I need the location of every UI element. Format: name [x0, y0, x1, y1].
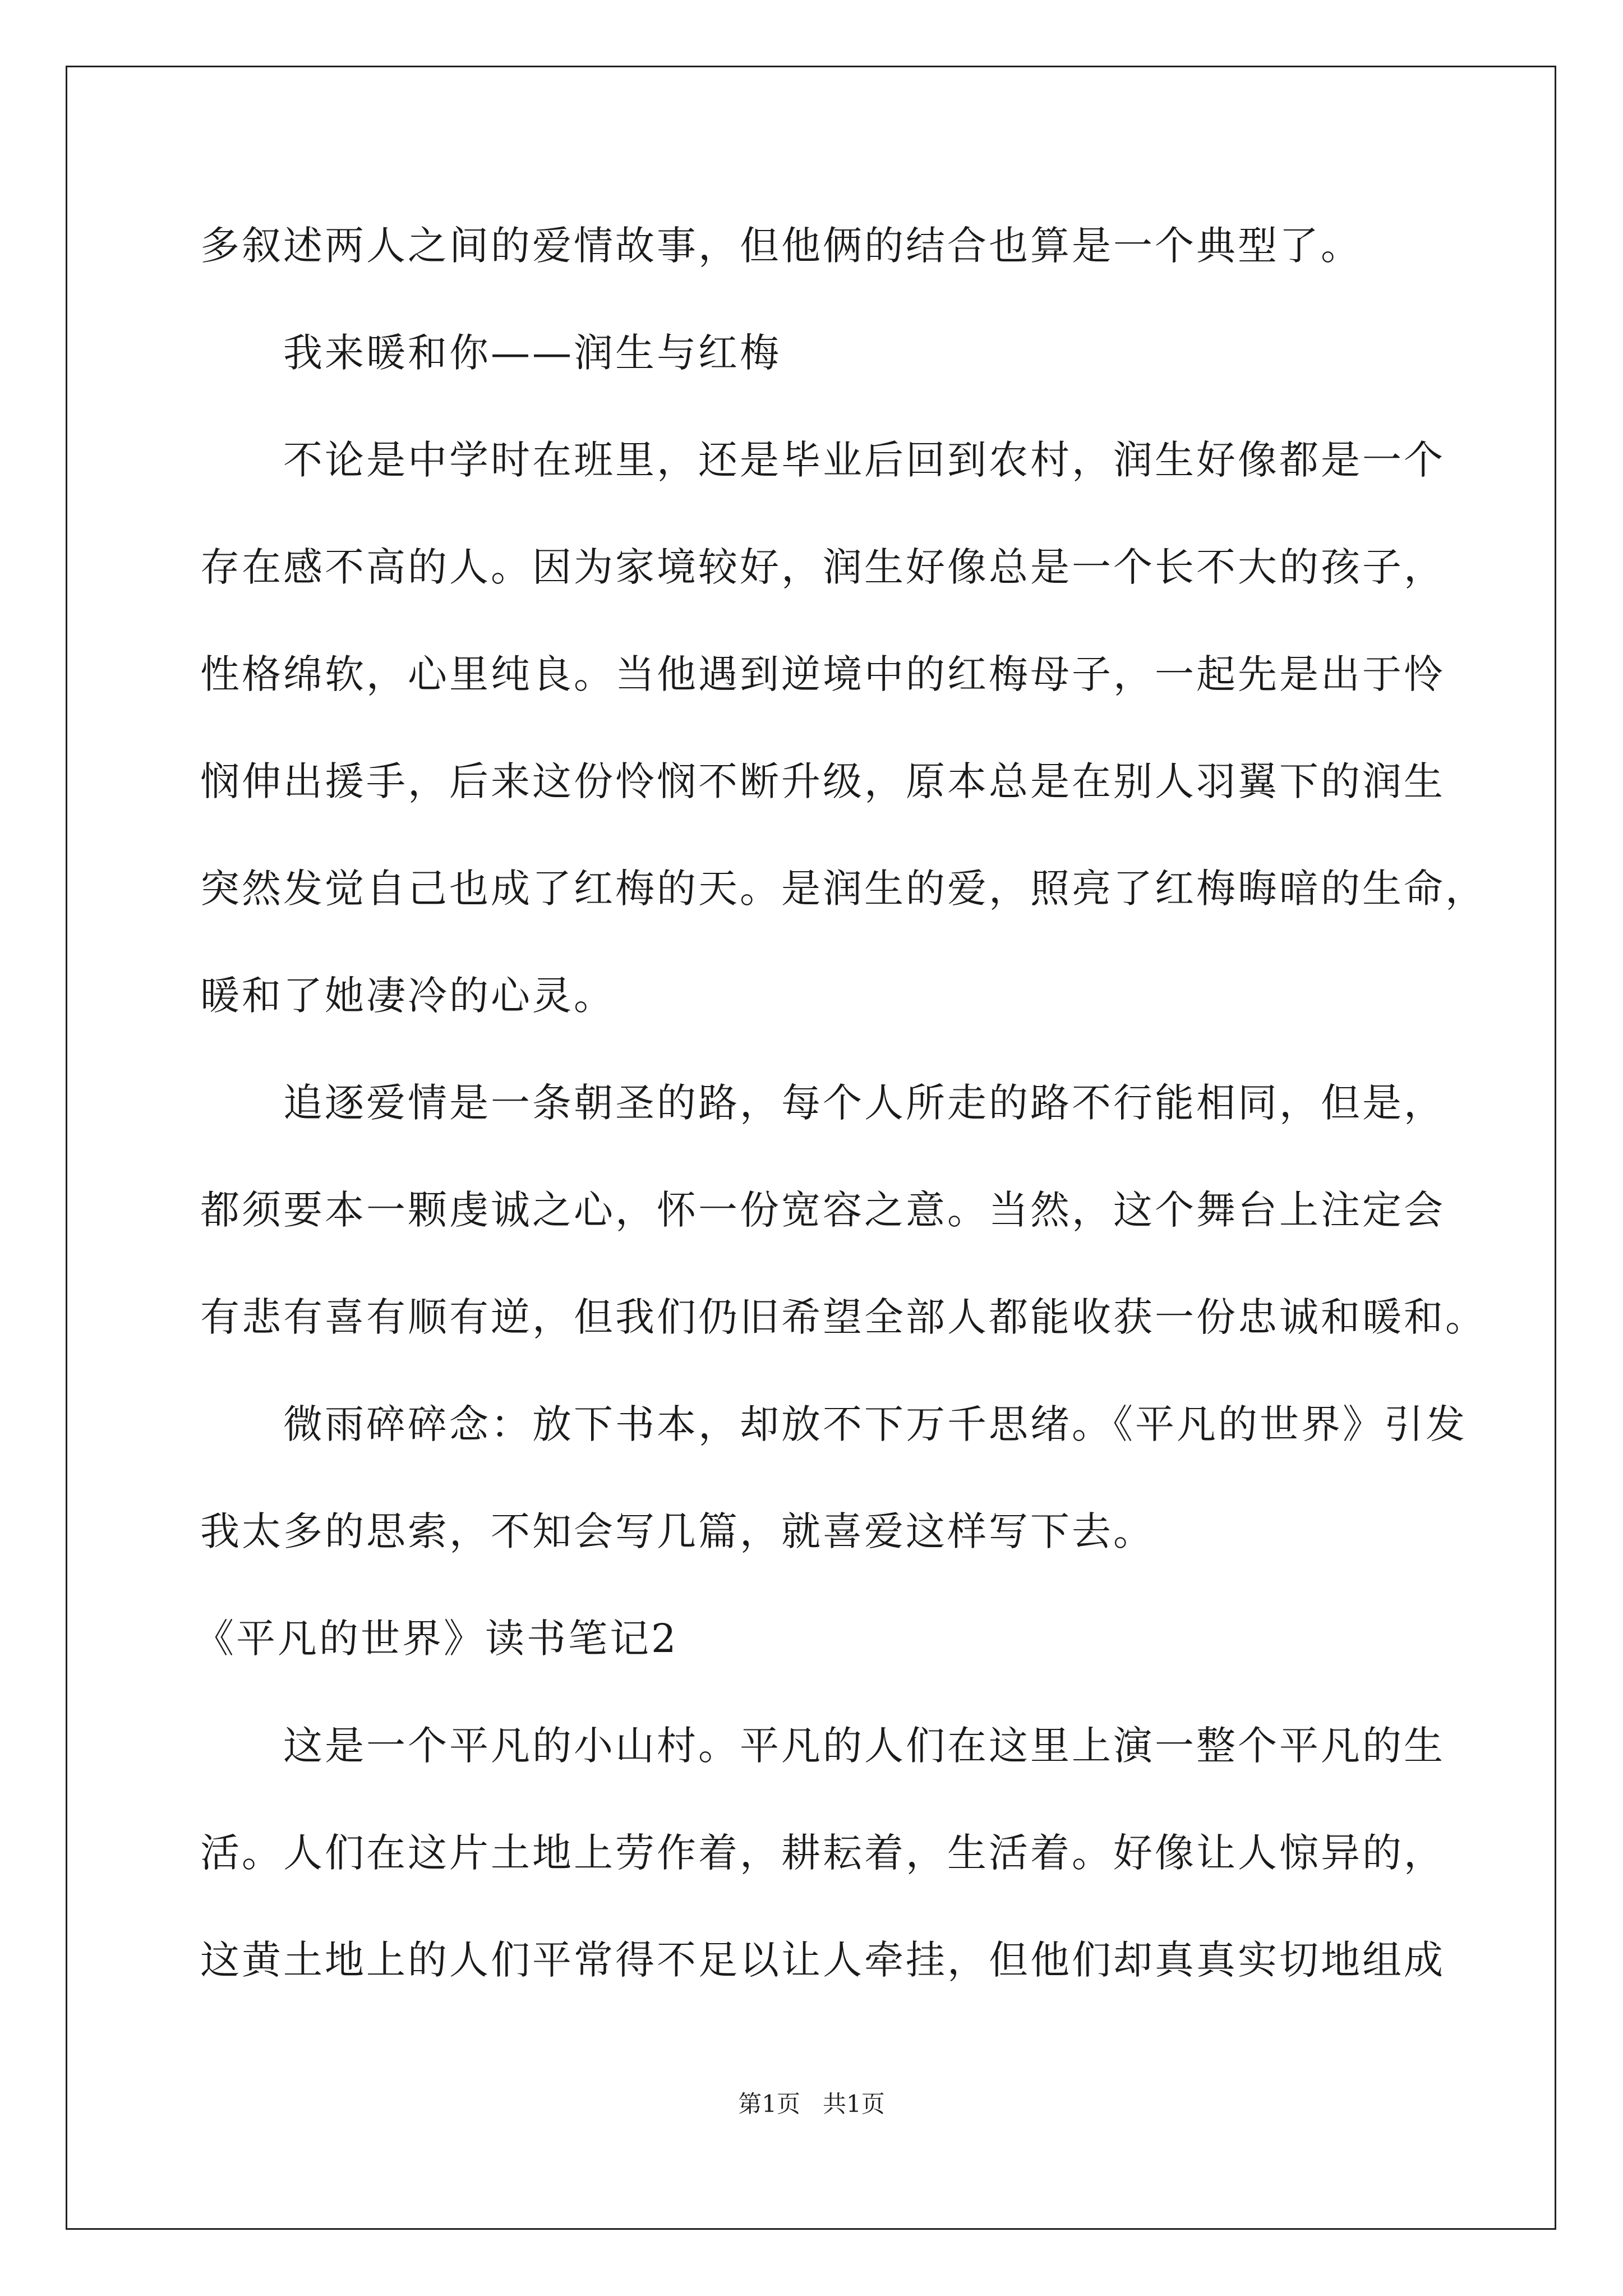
paragraph-line: 这是一个平凡的小山村。平凡的人们在这里上演一整个平凡的生	[283, 1723, 1445, 1769]
page-footer	[0, 2088, 1623, 2120]
current-page-label: 第1页	[738, 2090, 800, 2118]
paragraph-line: 都须要本一颗虔诚之心，怀一份宽容之意。当然，这个舞台上注定会	[200, 1187, 1445, 1233]
paragraph-line: 暖和了她凄冷的心灵。	[200, 973, 615, 1019]
paragraph-line: 不论是中学时在班里，还是毕业后回到农村，润生好像都是一个	[283, 437, 1445, 483]
paragraph-line: 追逐爱情是一条朝圣的路，每个人所走的路不行能相同，但是，	[283, 1080, 1445, 1126]
paragraph-line: 微雨碎碎念：放下书本，却放不下万千思绪。《平凡的世界》引发	[283, 1401, 1467, 1447]
paragraph-line: 悯伸出援手，后来这份怜悯不断升级，原本总是在别人羽翼下的润生	[200, 758, 1445, 804]
paragraph-line: 这黄土地上的人们平常得不足以让人牵挂，但他们却真真实切地组成	[200, 1937, 1445, 1983]
paragraph-line: 活。人们在这片土地上劳作着，耕耘着，生活着。好像让人惊异的，	[200, 1830, 1445, 1876]
page-border	[66, 66, 1556, 2230]
paragraph-line: 我太多的思索，不知会写几篇，就喜爱这样写下去。	[200, 1508, 1155, 1554]
paragraph-line: 性格绵软，心里纯良。当他遇到逆境中的红梅母子，一起先是出于怜	[200, 651, 1445, 697]
section-subtitle: 我来暖和你——润生与红梅	[283, 330, 781, 376]
total-pages-label: 共1页	[823, 2090, 885, 2118]
paragraph-line: 存在感不高的人。因为家境较好，润生好像总是一个长不大的孩子，	[200, 544, 1445, 590]
paragraph-line: 多叙述两人之间的爱情故事，但他俩的结合也算是一个典型了。	[200, 223, 1362, 269]
paragraph-line: 突然发觉自己也成了红梅的天。是润生的爱，照亮了红梅晦暗的生命，	[200, 866, 1487, 912]
section-heading: 《平凡的世界》读书笔记2	[195, 1616, 679, 1662]
paragraph-line: 有悲有喜有顺有逆，但我们仍旧希望全部人都能收获一份忠诚和暖和。	[200, 1294, 1487, 1340]
